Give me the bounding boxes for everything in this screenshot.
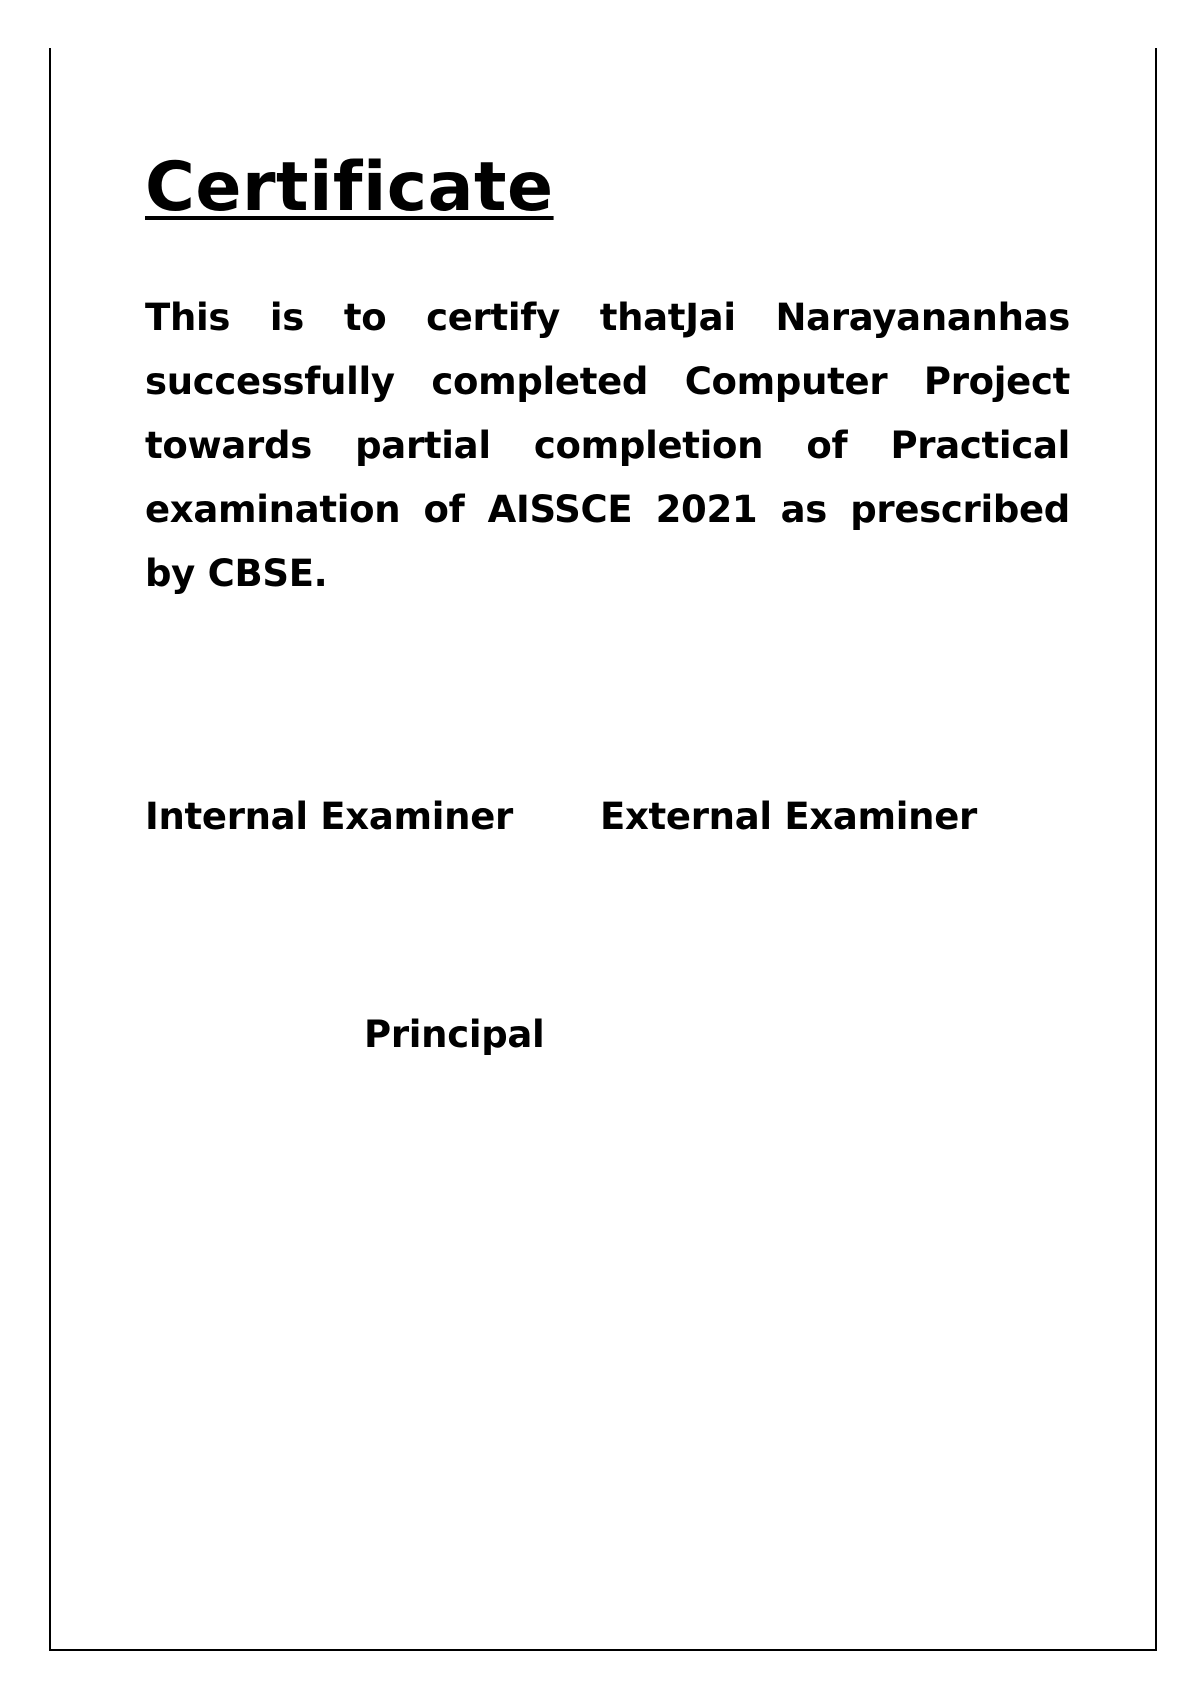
certificate-body: This is to certify thatJai Narayananhas successfully completed Computer Project towards partial completion of Practical examination of AISSCE 2021 as prescribed by CBSE. bbox=[145, 296, 1070, 595]
principal-label: Principal bbox=[364, 1013, 545, 1056]
certificate-title: Certificate bbox=[145, 148, 554, 227]
internal-examiner-label: Internal Examiner bbox=[145, 795, 513, 838]
external-examiner-label: External Examiner bbox=[600, 795, 977, 838]
